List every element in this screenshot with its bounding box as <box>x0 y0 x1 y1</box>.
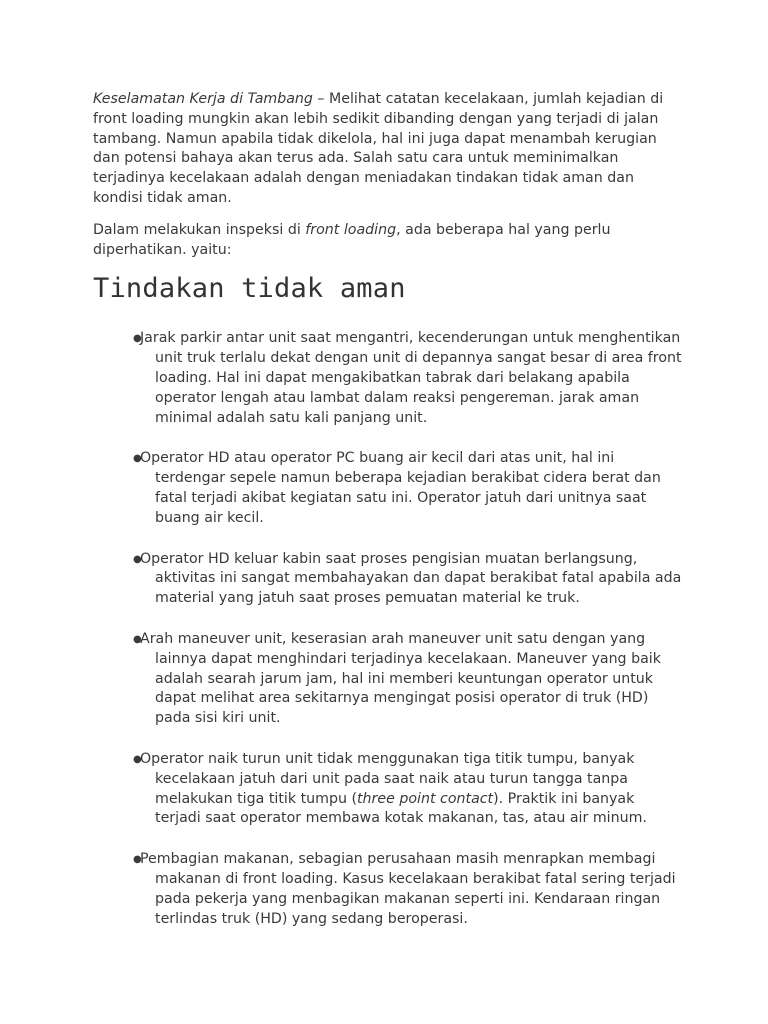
bullet-item-three-point <box>127 750 683 829</box>
bullet-text: Jarak parkir antar unit saat mengantri, kecenderungan untuk menghentikan unit truk terlalu dekat dengan unit di depannya sangat besar di area front loading. Hal ini dapat mengakibatkan tabrak dari belakang apabila operator lengah atau lambat dalam reaksi pengereman. jarak aman minimal adalah satu kali panjang unit. <box>140 330 682 426</box>
bullet-item-maneuver <box>127 630 683 729</box>
section-heading: Tindakan tidak aman <box>93 273 406 305</box>
intro-text: – Melihat catatan kecelakaan, jumlah kejadian di front loading mungkin akan lebih sedikit dibanding dengan yang terjadi di jalan tambang. Namun apabila tidak dikelola, hal ini juga dapat menambah kerugian dan potensi bahaya akan terus ada. Salah satu cara untuk meminimalkan terjadinya kecelakaan adalah dengan meniadakan tindakan tidak aman dan kondisi tidak aman. <box>93 91 664 206</box>
bullet-text-italic: three point contact <box>356 790 494 807</box>
inspection-prefix: Dalam melakukan inspeksi di <box>93 221 306 238</box>
bullet-item-parking <box>127 329 683 428</box>
document-page <box>93 90 683 950</box>
bullet-item-urination <box>127 449 683 528</box>
inspection-italic: front loading <box>305 221 397 238</box>
bullet-dot: ● <box>133 854 142 866</box>
bullet-text: Pembagian makanan, sebagian perusahaan masih menrapkan membagi makanan di front loading. Kasus kecelakaan berakibat fatal sering terjadi pada pekerja yang menbagikan makanan seperti ini. Kendaraan ringan terlindas truk (HD) yang sedang beroperasi. <box>140 851 676 927</box>
inspection-suffix: , ada beberapa hal yang perlu diperhatikan. yaitu: <box>93 221 611 258</box>
bullet-text-after: ). Praktik ini banyak terjadi saat operator membawa kotak makanan, tas, atau air minum. <box>155 790 647 827</box>
intro-paragraph <box>93 90 683 209</box>
bullet-list <box>93 329 683 929</box>
bullet-dot: ● <box>133 753 142 765</box>
bullet-dot: ● <box>133 553 142 565</box>
inspection-paragraph <box>93 221 683 261</box>
bullet-dot: ● <box>133 453 142 465</box>
bullet-text-before: Operator naik turun unit tidak menggunakan tiga titik tumpu, banyak kecelakaan jatuh dari unit pada saat naik atau turun tangga tanpa melakukan tiga titik tumpu ( <box>140 750 635 807</box>
bullet-dot: ● <box>133 633 142 645</box>
bullet-item-food <box>127 850 683 929</box>
bullet-text: Arah maneuver unit, keserasian arah maneuver unit satu dengan yang lainnya dapat menghindari terjadinya kecelakaan. Maneuver yang baik adalah searah jarum jam, hal ini memberi keuntungan operator untuk dapat melihat area sekitarnya mengingat posisi operator di truk (HD) pada sisi kiri unit. <box>140 630 661 727</box>
intro-title: Keselamatan Kerja di Tambang <box>93 91 313 107</box>
bullet-item-leaving-cabin <box>127 550 683 609</box>
bullet-text: Operator HD atau operator PC buang air kecil dari atas unit, hal ini terdengar sepele namun beberapa kejadian berakibat cidera berat dan fatal terjadi akibat kegiatan satu ini. Operator jatuh dari unitnya saat buang air kecil. <box>140 450 661 526</box>
bullet-dot: ● <box>133 333 142 345</box>
bullet-text: Operator HD keluar kabin saat proses pengisian muatan berlangsung, aktivitas ini sangat membahayakan dan dapat berakibat fatal apabila ada material yang jatuh saat proses pemuatan material ke truk. <box>140 550 682 607</box>
